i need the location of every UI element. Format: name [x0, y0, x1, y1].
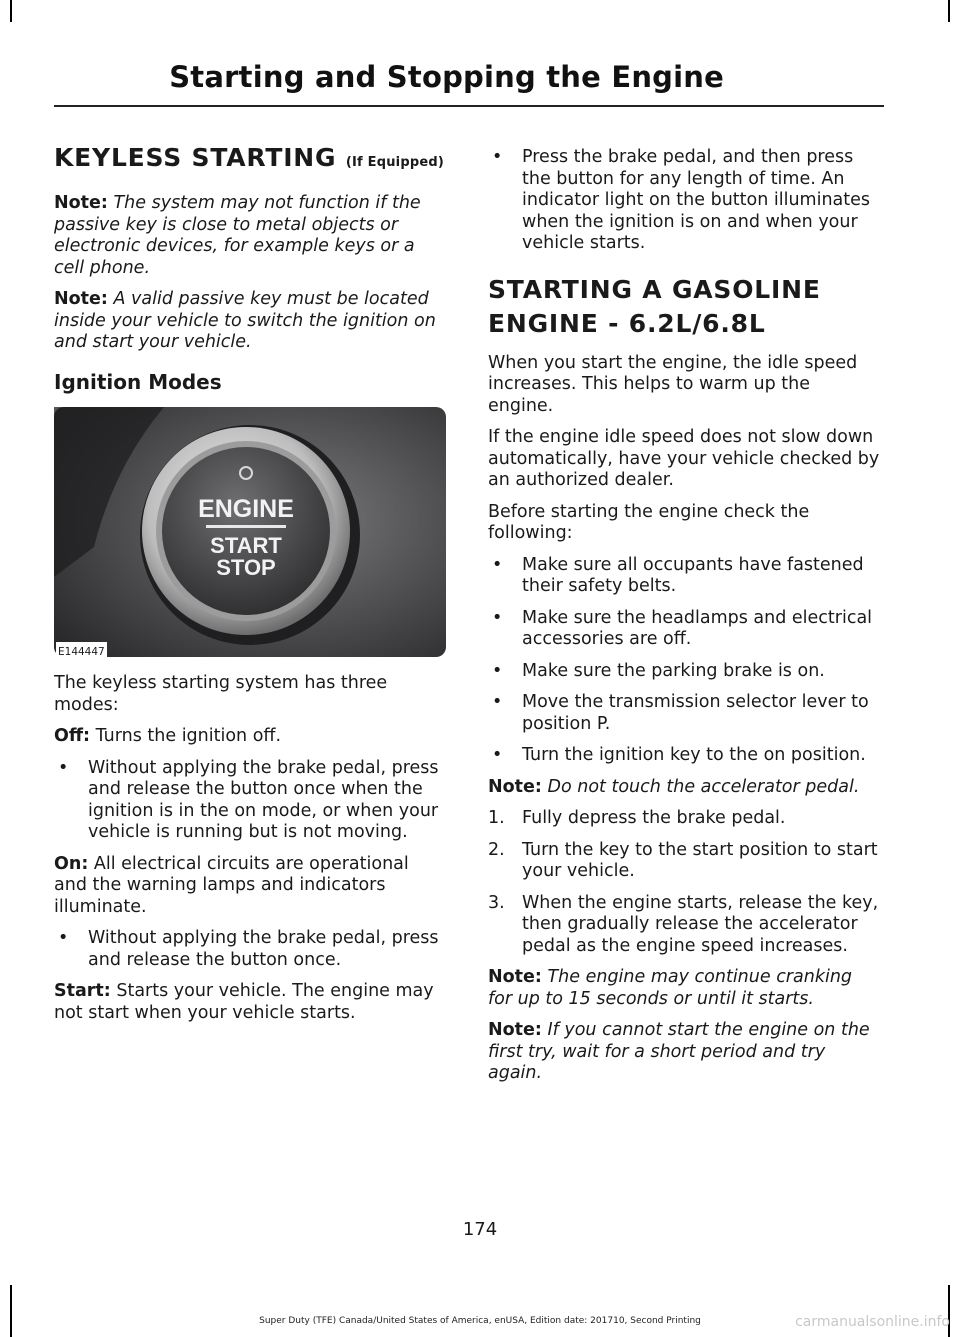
list-item-text: Move the transmission selector lever to position P. — [522, 692, 869, 734]
paragraph: When you start the engine, the idle speed increases. This helps to warm up the engine. — [488, 352, 858, 416]
note-label: Note: — [488, 967, 542, 987]
engine-start-button-figure — [54, 407, 446, 657]
button-label-divider — [206, 525, 286, 528]
list-item-text: Without applying the brake pedal, press and release the button once. — [88, 928, 439, 970]
heading-suffix: (If Equipped) — [345, 155, 444, 170]
subheading-ignition-modes: Ignition Modes — [54, 369, 222, 394]
list-item-text: Press the brake pedal, and then press the button for any length of time. An indicator light on the button illuminates when the ignition is on and when your vehicle starts. — [522, 147, 871, 253]
bullet-mark: • — [492, 660, 503, 681]
note-label: Note: — [54, 193, 108, 213]
mode-start — [54, 981, 446, 1024]
heading-line: ENGINE - 6.2L/6.8L — [488, 308, 766, 338]
note-text: The engine may continue cranking for up to 15 seconds or until it starts. — [488, 967, 853, 1009]
start-button-illustration — [54, 407, 446, 657]
mode-off-text: Turns the ignition off. — [90, 726, 282, 746]
list-item-text: Without applying the brake pedal, press and release the button once when the ignition is in the on mode, or when your vehicle is running but is not moving. — [88, 757, 439, 842]
note — [54, 193, 446, 279]
note — [488, 777, 880, 799]
button-label-start: START — [210, 533, 282, 558]
button-label-stop: STOP — [216, 555, 276, 580]
page-title: Starting and Stopping the Engine — [169, 60, 724, 94]
paragraph: If the engine idle speed does not slow down automatically, have your vehicle checked by an authorized dealer. — [488, 427, 880, 490]
term-on: On: — [54, 853, 89, 874]
term-off: Off: — [54, 726, 91, 746]
bullet-mark: • — [492, 607, 503, 628]
crop-mark-bottom-left — [10, 1285, 12, 1337]
crop-mark-top-right — [948, 0, 950, 22]
step-number: 1. — [488, 808, 505, 828]
paragraph: The keyless starting system has three modes: — [54, 673, 388, 715]
bullet-mark: • — [492, 147, 503, 167]
list-item — [54, 928, 446, 971]
note-text: If you cannot start the engine on the first try, wait for a short period and try again. — [488, 1020, 870, 1083]
bullet-mark: • — [58, 757, 69, 778]
left-column — [54, 140, 446, 1034]
list-item — [488, 692, 880, 735]
note-label: Note: — [54, 289, 108, 309]
numbered-step — [488, 808, 880, 830]
term-start: Start: — [54, 981, 111, 1001]
list-item-text: Turn the ignition key to the on position. — [522, 745, 866, 765]
note — [54, 289, 446, 354]
page-number: 174 — [462, 1219, 498, 1240]
list-item — [488, 147, 880, 255]
list-item — [488, 661, 880, 683]
mode-on-text: All electrical circuits are operational and the warning lamps and indicators illuminate. — [54, 853, 409, 917]
mode-off — [54, 726, 446, 748]
list-item — [54, 758, 446, 844]
list-item-text: Make sure the headlamps and electrical accessories are off. — [522, 607, 873, 649]
note-text: The system may not function if the passive key is close to metal objects or electronic devices, for example keys or a cell phone. — [54, 193, 421, 278]
bullet-mark: • — [492, 745, 503, 765]
mode-start-text: Starts your vehicle. The engine may not start when your vehicle starts. — [54, 981, 434, 1023]
bullet-mark: • — [492, 692, 503, 712]
note-text: A valid passive key must be located inside your vehicle to switch the ignition on and start your vehicle. — [54, 289, 436, 352]
mode-on — [54, 854, 446, 919]
step-text: When the engine starts, release the key, then gradually release the accelerator pedal as the engine speed increases. — [522, 892, 879, 956]
list-item-text: Make sure the parking brake is on. — [522, 660, 825, 681]
bullet-mark: • — [492, 554, 503, 575]
button-face — [162, 447, 330, 615]
list-item — [488, 608, 880, 651]
bullet-mark: • — [58, 928, 69, 948]
crop-mark-top-left — [10, 0, 12, 22]
header-divider — [54, 105, 884, 107]
section-heading-keyless — [54, 140, 446, 181]
step-text: Turn the key to the start position to start your vehicle. — [522, 839, 878, 881]
step-number: 2. — [488, 839, 505, 860]
list-item-text: Make sure all occupants have fastened their safety belts. — [522, 554, 864, 596]
note — [488, 967, 880, 1010]
note-label: Note: — [488, 776, 542, 797]
section-heading-gasoline — [488, 273, 880, 341]
watermark: carmanualsonline.info — [795, 1314, 950, 1330]
paragraph: Before starting the engine check the following: — [488, 501, 810, 543]
list-item — [488, 555, 880, 598]
right-column — [488, 147, 880, 1095]
heading-line: STARTING A GASOLINE — [488, 274, 821, 304]
button-label-engine: ENGINE — [198, 495, 294, 523]
step-number: 3. — [488, 892, 505, 913]
edition-line: Super Duty (TFE) Canada/United States of America, enUSA, Edition date: 201710, Second Printing — [259, 1316, 701, 1326]
note-label: Note: — [488, 1020, 542, 1040]
figure-id: E144447 — [56, 642, 107, 664]
heading-text: KEYLESS STARTING — [54, 143, 337, 172]
note-text: Do not touch the accelerator pedal. — [547, 776, 860, 797]
step-text: Fully depress the brake pedal. — [522, 808, 786, 828]
note — [488, 1020, 880, 1085]
numbered-step — [488, 893, 880, 958]
list-item — [488, 745, 880, 767]
numbered-step — [488, 840, 880, 883]
